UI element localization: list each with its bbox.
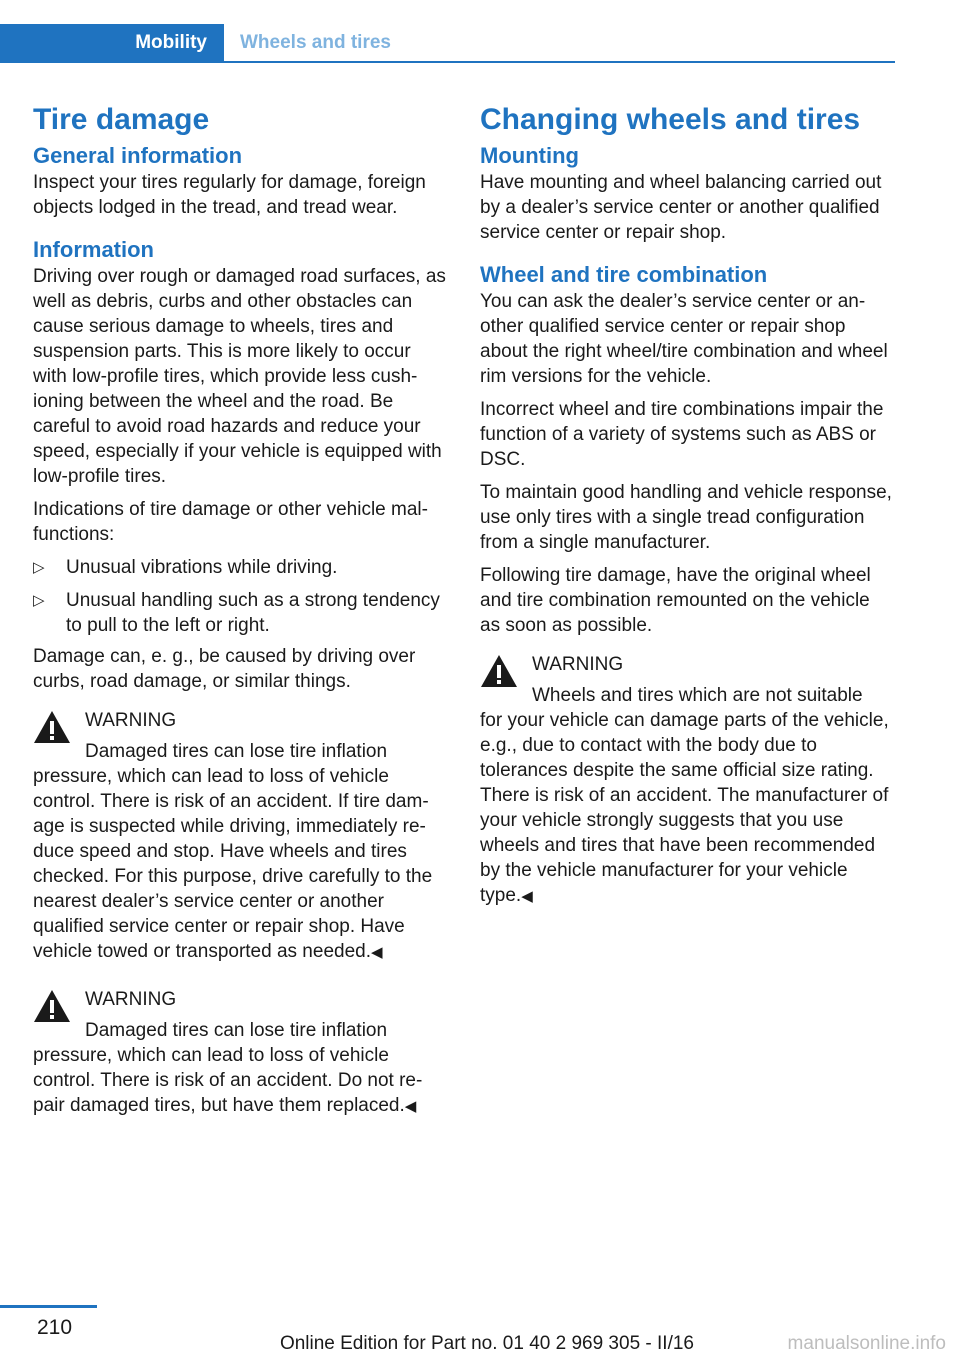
warning-triangle-icon [33,710,71,744]
warning-text: Wheels and tires which are not suitable for your vehicle can damage parts of the vehicle, e.g., due to contact with the body due to tolerances despite the same official size rating. There is risk of an accident. The manufacturer of your vehicle strongly suggests that you use wheels and tires that have been recommended by the vehicle manufacturer for your vehicle type.◀ [480,685,889,906]
end-mark-icon: ◀ [404,1098,417,1115]
paragraph: Incorrect wheel and tire combinations impair the function of a variety of systems such as ABS or DSC. [480,399,884,470]
paragraph: Indications of tire damage or other vehicle malfunctions: [33,499,428,545]
list-item: ▷ Unusual handling such as a strong tendency to pull to the left or right. [33,590,440,636]
heading-changing-wheels-and-tires: Changing wheels and tires [480,103,861,136]
subheading-wheel-and-tire-combination: Wheel and tire combination [480,262,768,287]
paragraph: Driving over rough or damaged road surfaces, as well as debris, curbs and other obstacles can cause serious damage to wheels, tires and suspension parts. This is more likely to occur with low-profile tires, which provide less cushioning between the wheel and the road. Be careful to avoid road hazards and reduce your speed, especially if your vehicle is equipped with low-profile tires. [33,266,446,487]
warning-text: Damaged tires can lose tire inflation pressure, which can lead to loss of vehicle control. There is risk of an accident. Do not repair damaged tires, but have them replaced.◀ [33,1020,423,1116]
paragraph: Following tire damage, have the original wheel and tire combination remounted on the vehicle as soon as possible. [480,565,871,636]
heading-tire-damage: Tire damage [33,103,210,136]
warning-triangle-icon [33,989,71,1023]
list-item: ▷ Unusual vibrations while driving. [33,557,338,578]
section-tab-wheels-and-tires[interactable]: Wheels and tires [240,31,391,53]
paragraph: Inspect your tires regularly for damage, foreign objects lodged in the tread, and tread wear. [33,172,426,218]
end-mark-icon: ◀ [371,944,383,961]
left-column [33,98,447,1119]
header-rule [0,61,895,63]
warning-triangle-icon [480,654,518,688]
paragraph: You can ask the dealer’s service center or another qualified service center or repair shop about the right wheel/tire combination and wheel rim versions for the vehicle. [480,291,888,387]
bullet-triangle-icon: ▷ [33,592,45,609]
warning-box [33,708,447,965]
chapter-tab-mobility[interactable]: Mobility [0,24,224,61]
end-mark-icon: ◀ [521,888,533,905]
paragraph: To maintain good handling and vehicle response, use only tires with a single tread configuration from a single manufacturer. [480,482,892,553]
warning-title: WARNING [85,989,177,1010]
right-column [480,98,894,909]
subheading-general-information: General information [33,143,243,168]
subheading-information: Information [33,237,154,262]
warning-box [33,987,447,1119]
warning-box [480,652,894,909]
subheading-mounting: Mounting [480,143,579,168]
warning-title: WARNING [532,654,624,675]
watermark: manualsonline.info [787,1333,946,1354]
paragraph: Have mounting and wheel balancing carried out by a dealer’s service center or another qualified service center or repair shop. [480,172,882,243]
footer-rule [0,1305,97,1308]
warning-text: Damaged tires can lose tire inflation pressure, which can lead to loss of vehicle control. There is risk of an accident. If tire damage is suspected while driving, immediately reduce speed and stop. Have wheels and tires checked. For this purpose, drive carefully to the nearest dealer’s service center or another qualified service center or repair shop. Have vehicle towed or transported as needed.◀ [33,741,433,962]
bullet-triangle-icon: ▷ [33,559,45,576]
paragraph: Damage can, e. g., be caused by driving over curbs, road damage, or similar things. [33,646,416,692]
page-header [0,24,895,62]
page-number: 210 [37,1316,73,1339]
warning-title: WARNING [85,710,177,731]
edition-text: Online Edition for Part no. 01 40 2 969 305 - II/16 [279,1333,694,1354]
